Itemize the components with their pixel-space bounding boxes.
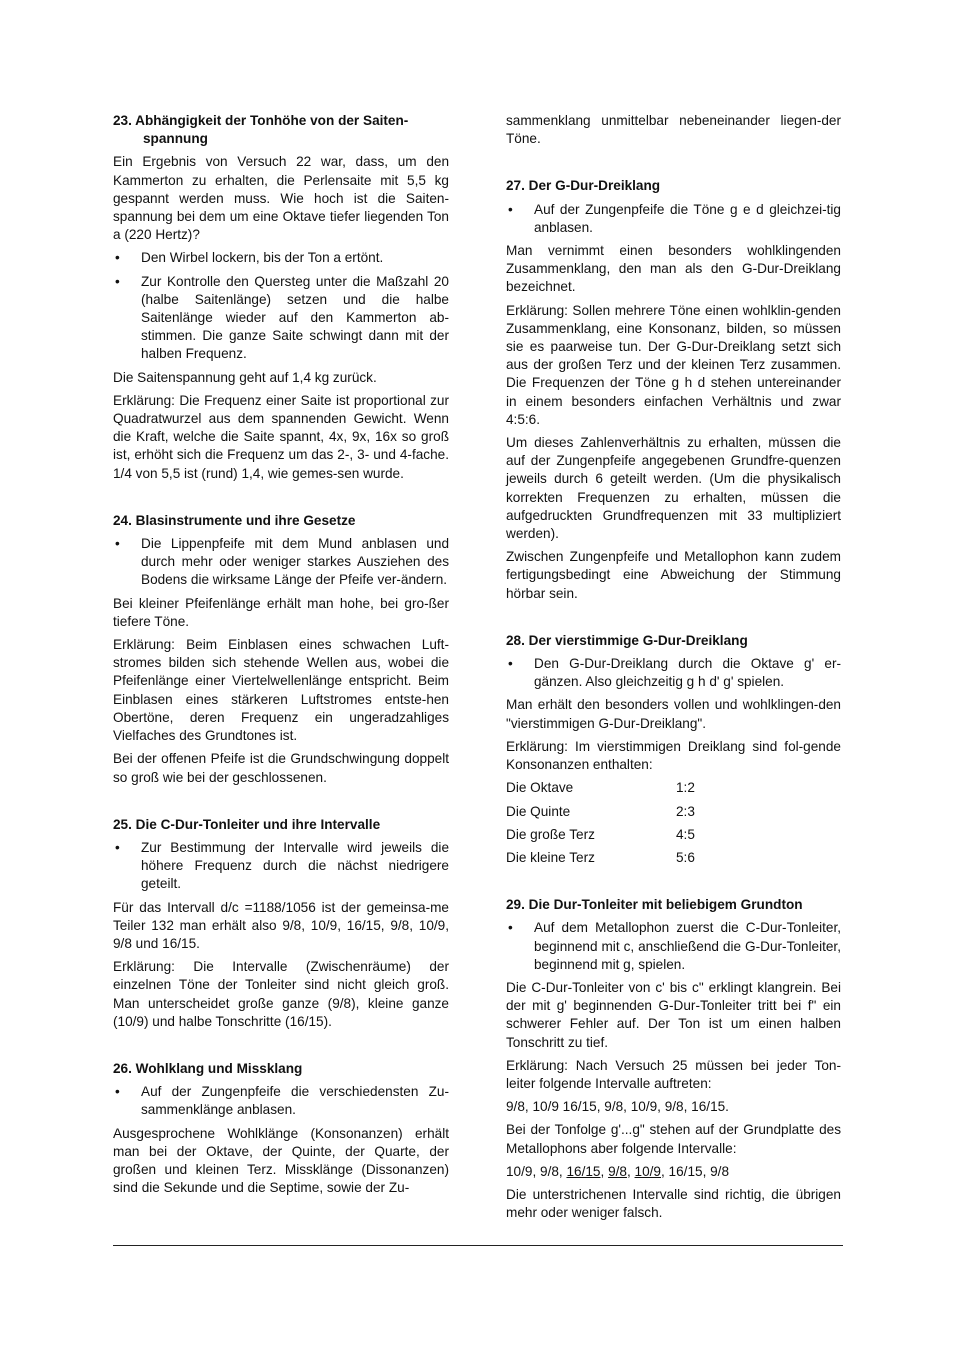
section-23-steps bbox=[113, 249, 449, 363]
table-row bbox=[506, 803, 841, 821]
section-23-result: Die Saitenspannung geht auf 1,4 kg zurück. bbox=[113, 369, 377, 385]
section-27-step-1: • Auf der Zungenpfeife die Töne g e d gleichzei-tig anblasen. bbox=[506, 201, 841, 237]
consonance-table bbox=[506, 779, 841, 867]
underlined-interval: 9/8 bbox=[608, 1163, 627, 1179]
section-27-heading: 27. Der G-Dur-Dreiklang bbox=[506, 178, 661, 194]
section-24-step-1: • Die Lippenpfeife mit dem Mund anblasen und durch mehr oder weniger starkes Ausziehen des Bodens die wirksame Länge der Pfeife ver-ändern. bbox=[113, 535, 449, 590]
interval-name: Die Oktave bbox=[506, 780, 574, 796]
section-29-metallophon-note: Bei der Tonfolge g'...g" stehen auf der Grundplatte des Metallophons aber folgende Intervalle: bbox=[506, 1122, 841, 1156]
section-25-explanation: Erklärung: Die Intervalle (Zwischenräume) der einzelnen Töne der Tonleiter sind nicht gleich groß. Man unterscheidet große ganze (9/8), kleine ganze (10/9) und halbe Tonschritte (16/15). bbox=[113, 959, 449, 1029]
interval-ratio: 5:6 bbox=[676, 849, 695, 865]
section-29-steps bbox=[506, 919, 841, 974]
section-26-result: Ausgesprochene Wohlklänge (Konsonanzen) erhält man bei der Oktave, der Quinte, der Quarte, der großen und kleinen Terz. Missklänge (Dissonanzen) sind die Sekunde und die Septime, sowie der Zu- bbox=[113, 1125, 449, 1196]
section-26-heading: 26. Wohlklang und Missklang bbox=[113, 1060, 303, 1076]
interval-name: Die kleine Terz bbox=[506, 849, 595, 865]
interval-name: Die Quinte bbox=[506, 803, 571, 819]
underlined-interval: 10/9 bbox=[634, 1163, 661, 1179]
table-row bbox=[506, 849, 841, 867]
section-25-result: Für das Intervall d/c =1188/1056 ist der gemeinsa-me Teiler 132 man erhält also 9/8, 10/9, 16/15, 9/8, 10/9, 9/8 und 16/15. bbox=[113, 899, 449, 951]
interval-ratio: 2:3 bbox=[676, 803, 695, 819]
section-24-note: Bei der offenen Pfeife ist die Grundschwingung doppelt so groß wie bei der geschlossenen. bbox=[113, 751, 449, 785]
table-row bbox=[506, 826, 841, 844]
section-29-conclusion: Die unterstrichenen Intervalle sind richtig, die übrigen mehr oder weniger falsch. bbox=[506, 1186, 841, 1221]
footer-divider bbox=[113, 1245, 843, 1246]
section-27-explanation: Erklärung: Sollen mehrere Töne einen wohlklin-genden Zusammenklang, eine Konsonanz, bilden, so müssen sie es paarweise tun. Der G-Dur-Dreiklang setzt sich aus der großen Terz und der kleinen Terz zusammen. Die Frequenzen der Töne g h d stehen untereinander in einem besonders einfachen Verhältnis und zwar 4:5:6. bbox=[506, 302, 841, 427]
section-29-result: Die C-Dur-Tonleiter von c' bis c" erklingt klangrein. Bei der mit g' beginnenden G-Dur-Tonleiter tritt bei f" ein schwerer Fehler auf. Der Ton ist um einen halben Tonschritt zu tief. bbox=[506, 979, 841, 1050]
section-24-result: Bei kleiner Pfeifenlänge erhält man hohe, bei gro-ßer tiefere Töne. bbox=[113, 595, 449, 629]
section-25-steps bbox=[113, 839, 449, 894]
underlined-interval: 16/15 bbox=[566, 1163, 601, 1179]
section-26-steps bbox=[113, 1083, 449, 1119]
interval-ratio: 1:2 bbox=[676, 780, 695, 796]
section-28-result: Man erhält den besonders vollen und wohlklingen-den "vierstimmigen G-Dur-Dreiklang". bbox=[506, 697, 841, 731]
section-23-intro: Ein Ergebnis von Versuch 22 war, dass, um den Kammerton zu erhalten, die Perlensaite mit 5,5 kg gespannt werden muss. Wie hoch ist die Saiten-spannung bei dem um eine Oktave tiefer liegenden Ton a (220 Hertz)? bbox=[113, 154, 449, 243]
interval-name: Die große Terz bbox=[506, 826, 595, 842]
section-29-explanation: Erklärung: Nach Versuch 25 müssen bei jeder Ton-leiter folgende Intervalle auftreten: bbox=[506, 1057, 841, 1091]
section-28-explanation: Erklärung: Im vierstimmigen Dreiklang sind fol-gende Konsonanzen enthalten: bbox=[506, 738, 841, 773]
section-27-ratio-note: Um dieses Zahlenverhältnis zu erhalten, müssen die auf der Zungenpfeife angegebenen Grundfre-quenzen jeweils durch 6 geteilt werden. (Um die physikalisch korrekten Frequenzen zu erhalten, müssen die aufgedruckten Grundfrequenzen mit 33 multipliziert werden). bbox=[506, 435, 841, 542]
section-25-heading: 25. Die C-Dur-Tonleiter und ihre Intervalle bbox=[113, 816, 381, 832]
section-28-heading: 28. Der vierstimmige G-Dur-Dreiklang bbox=[506, 632, 748, 648]
section-27-result: Man vernimmt einen besonders wohlklingenden Zusammenklang, den man als den G-Dur-Dreiklang bezeichnet. bbox=[506, 243, 841, 295]
section-25-step-1: • Zur Bestimmung der Intervalle wird jeweils die höhere Frequenz durch die nächst niedrigere geteilt. bbox=[113, 839, 449, 894]
section-24-heading: 24. Blasinstrumente und ihre Gesetze bbox=[113, 512, 356, 528]
section-27-tuning-note: Zwischen Zungenpfeife und Metallophon kann zudem fertigungsbedingt eine Abweichung der Stimmung hörbar sein. bbox=[506, 549, 841, 601]
section-23-step-2: • Zur Kontrolle den Quersteg unter die Maßzahl 20 (halbe Saitenlänge) setzen und die halbe Saitenlänge wieder auf den Kammerton ab-stimmen. Die ganze Saite schwingt dann mit der halben Frequenz. bbox=[113, 273, 449, 364]
section-26-step-1: • Auf der Zungenpfeife die verschiedensten Zu-sammenklänge anblasen. bbox=[113, 1083, 449, 1119]
section-28-steps bbox=[506, 655, 841, 691]
section-29-expected-intervals: 9/8, 10/9 16/15, 9/8, 10/9, 9/8, 16/15. bbox=[506, 1099, 729, 1115]
section-23-heading: 23. Abhängigkeit der Tonhöhe von der Saiten-spannung bbox=[113, 113, 409, 147]
section-26-continuation: sammenklang unmittelbar nebeneinander liegen-der Töne. bbox=[506, 113, 841, 147]
section-29-heading: 29. Die Dur-Tonleiter mit beliebigem Grundton bbox=[506, 897, 803, 913]
section-29-step-1: • Auf dem Metallophon zuerst die C-Dur-Tonleiter, beginnend mit c, anschließend die G-Dur-Tonleiter, beginnend mit g, spielen. bbox=[506, 919, 841, 974]
section-23-explanation: Erklärung: Die Frequenz einer Saite ist proportional zur Quadratwurzel aus dem spannenden Gewicht. Wenn die Kraft, welche die Saite spannt, 4x, 9x, 16x so groß ist, erhöht sich die Frequenz um das 2-, 3- und 4-fache. 1/4 von 5,5 ist (rund) 1,4, wie gemes-sen wurde. bbox=[113, 392, 449, 481]
left-column bbox=[113, 112, 449, 1202]
section-29-actual-intervals: 10/9, 9/8, 16/15, 9/8, 10/9, 16/15, 9/8 bbox=[506, 1163, 730, 1179]
section-28-step-1: • Den G-Dur-Dreiklang durch die Oktave g' er-gänzen. Also gleichzeitig g h d' g' spielen. bbox=[506, 655, 841, 691]
right-column bbox=[506, 112, 841, 1227]
section-24-steps bbox=[113, 535, 449, 590]
interval-ratio: 4:5 bbox=[676, 826, 695, 842]
section-27-steps bbox=[506, 201, 841, 237]
table-row bbox=[506, 779, 841, 797]
section-23-step-1: • Den Wirbel lockern, bis der Ton a ertönt. bbox=[113, 249, 449, 267]
section-24-explanation: Erklärung: Beim Einblasen eines schwachen Luft-stromes bilden sich stehende Wellen aus, wobei die Pfeifenlänge einer Viertelwellenlänge entspricht. Beim Einblasen eines stärkeren Luftstromes entste-hen Obertöne, deren Frequenz ein ungeradzahliges Vielfaches des Grundtones ist. bbox=[113, 637, 449, 744]
